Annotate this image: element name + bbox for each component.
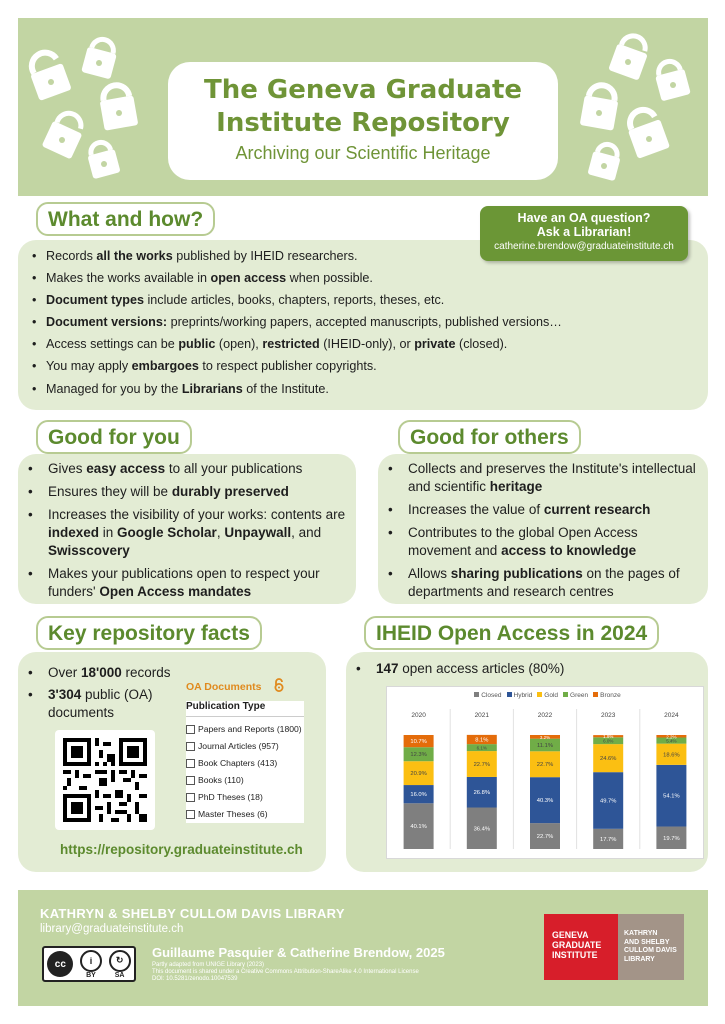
legend-label: Hybrid: [513, 692, 533, 699]
share-alike-icon: ↻: [109, 950, 131, 972]
ask-email-link[interactable]: catherine.brendow@graduateinstitute.ch: [494, 241, 674, 252]
legend-label: Bronze: [600, 692, 621, 699]
data-label: 17.7%: [599, 836, 617, 843]
data-label: 2.2%: [666, 734, 677, 740]
what-panel: [18, 240, 708, 410]
data-label: 20.9%: [410, 771, 427, 778]
fineprint-1: Partly adapted from UNIGE Library (2023): [152, 962, 265, 968]
oa2024-title: IHEID Open Access in 2024: [364, 616, 659, 650]
data-label: 36.4%: [473, 826, 491, 833]
logo-line: LIBRARY: [624, 955, 655, 963]
data-label: 6.0%: [603, 738, 614, 744]
data-label: 22.7%: [536, 834, 554, 841]
data-label: 49.7%: [599, 798, 617, 805]
person-icon: i: [80, 950, 102, 972]
legend-label: Gold: [544, 692, 559, 699]
padlocks-icon: [572, 28, 702, 188]
ask-line-1: Have an OA question?: [517, 211, 651, 225]
x-tick-label: 2024: [664, 712, 679, 719]
geneva-graduate-institute-logo: [544, 914, 618, 980]
data-label: 12.3%: [410, 752, 427, 759]
library-name: KATHRYN & SHELBY CULLOM DAVIS LIBRARY: [40, 906, 345, 921]
list-item: • Access settings can be public (open), restricted (IHEID-only), or private (closed).: [30, 336, 700, 354]
oa-chart: [386, 686, 704, 859]
list-item: • Contributes to the global Open Access movement and access to knowledge: [382, 524, 704, 560]
oa-documents-label: OA Documents: [186, 681, 262, 693]
logo-line: AND SHELBY: [624, 938, 670, 946]
what-title: What and how?: [36, 202, 215, 236]
list-item: • Ensures they will be durably preserved: [22, 483, 352, 501]
cc-sa-block: [109, 950, 131, 979]
footer: [18, 890, 708, 1006]
list-item: • Makes the works available in open access when possible.: [30, 270, 700, 288]
list-item: • Document types include articles, books, chapters, reports, theses, etc.: [30, 292, 700, 310]
data-label: 22.7%: [473, 762, 491, 769]
oa-facet-card: [186, 678, 304, 838]
checkbox[interactable]: [186, 725, 195, 734]
good-you-list: [22, 460, 352, 601]
list-item: • Document versions: preprints/working papers, accepted manuscripts, published versions…: [30, 314, 700, 332]
logo-line: CULLOM DAVIS: [624, 947, 677, 954]
good-you-panel: [18, 454, 356, 604]
title-line-1: The Geneva Graduate: [203, 75, 523, 105]
cc-icon: cc: [47, 951, 73, 977]
list-item: • Over 18'000 records: [22, 664, 182, 682]
data-label: 40.3%: [536, 798, 554, 805]
list-item: • Records all the works published by IHEID researchers.: [30, 248, 700, 266]
facet-journal-articles[interactable]: Journal Articles (957): [186, 738, 304, 755]
oa-documents-heading[interactable]: [186, 678, 304, 693]
legend-label: Closed: [481, 692, 502, 699]
list-item: • Allows sharing publications on the pages of departments and research centres: [382, 565, 704, 601]
oa2024-list: [350, 660, 690, 678]
data-label: 10.7%: [410, 739, 427, 746]
good-others-title: Good for others: [398, 420, 581, 454]
title-line-2: Institute Repository: [216, 108, 510, 138]
davis-library-logo: [618, 914, 684, 980]
doi-text: DOI: 10.5281/zenodo.10047539: [152, 976, 238, 982]
ask-librarian-box[interactable]: [480, 206, 688, 261]
data-label: 24.6%: [599, 756, 617, 763]
x-tick-label: 2022: [537, 712, 553, 719]
facet-phd-theses[interactable]: PhD Theses (18): [186, 789, 304, 806]
authors: Guillaume Pasquier & Catherine Brendow, 2025: [152, 945, 445, 960]
title-box: [168, 62, 558, 180]
good-others-panel: [378, 454, 708, 604]
list-item: • Increases the value of current research: [382, 501, 704, 519]
facet-books[interactable]: Books (110): [186, 772, 304, 789]
logo-line: GRADUATE: [552, 940, 602, 950]
data-label: 22.7%: [536, 762, 554, 769]
cc-by-label: BY: [86, 971, 96, 979]
data-label: 8.1%: [475, 737, 489, 744]
chart-svg: [387, 687, 703, 858]
qr-code[interactable]: [55, 730, 155, 830]
logo-line: KATHRYN: [624, 930, 658, 937]
data-label: 6.1%: [476, 745, 487, 751]
logo-line: GENEVA: [552, 930, 589, 940]
what-list: [30, 248, 700, 398]
cc-license-badge[interactable]: [42, 946, 136, 982]
list-item: • Managed for you by the Librarians of the Institute.: [30, 381, 700, 399]
list-item: • Makes your publications open to respect your funders' Open Access mandates: [22, 565, 352, 601]
x-tick-label: 2023: [600, 712, 616, 719]
list-item: • Increases the visibility of your works: contents are indexed in Google Scholar, Unpaywall, and Swisscovery: [22, 506, 352, 560]
data-label: 40.1%: [410, 824, 427, 831]
library-email-link[interactable]: library@graduateinstitute.ch: [40, 923, 184, 935]
data-label: 26.8%: [473, 790, 491, 797]
data-label: 5.4%: [666, 738, 677, 744]
logo-line: INSTITUTE: [552, 950, 598, 960]
data-label: 1.9%: [603, 734, 614, 740]
poster: [18, 18, 708, 1006]
checkbox[interactable]: [186, 742, 195, 751]
list-item: • 3'304 public (OA) documents: [22, 686, 182, 722]
good-others-list: [382, 460, 704, 601]
data-label: 16.0%: [410, 792, 427, 799]
data-label: 19.7%: [663, 835, 680, 842]
repository-url-link[interactable]: https://repository.graduateinstitute.ch: [60, 842, 303, 857]
ask-line-2: Ask a Librarian!: [536, 225, 632, 239]
facts-list: [22, 664, 182, 722]
header-banner: [18, 18, 708, 196]
cc-sa-label: SA: [114, 971, 125, 979]
subtitle: Archiving our Scientific Heritage: [235, 143, 491, 163]
facet-book-chapters[interactable]: Book Chapters (413): [186, 755, 304, 772]
checkbox[interactable]: [186, 776, 195, 785]
legend-label: Green: [570, 692, 589, 699]
publication-type-heading: Publication Type: [186, 701, 304, 717]
fineprint-2: This document is shared under a Creative Commons Attribution-ShareAlike 4.0 International License: [152, 969, 419, 975]
list-item: • You may apply embargoes to respect publisher copyrights.: [30, 358, 700, 376]
facet-master-theses[interactable]: Master Theses (6): [186, 806, 304, 823]
checkbox[interactable]: [186, 793, 195, 802]
facet-list: [186, 717, 304, 823]
facts-title: Key repository facts: [36, 616, 262, 650]
x-tick-label: 2021: [474, 712, 490, 719]
checkbox[interactable]: [186, 810, 195, 819]
list-item: • Collects and preserves the Institute's intellectual and scientific heritage: [382, 460, 704, 496]
checkbox[interactable]: [186, 759, 195, 768]
padlocks-icon: [24, 28, 154, 188]
list-item: • 147 open access articles (80%): [350, 660, 690, 678]
list-item: • Gives easy access to all your publications: [22, 460, 352, 478]
facet-papers[interactable]: Papers and Reports (1800): [186, 721, 304, 738]
x-tick-label: 2020: [411, 712, 426, 719]
good-you-title: Good for you: [36, 420, 192, 454]
footer-fineprint: [152, 962, 419, 983]
data-label: 18.6%: [663, 752, 680, 759]
open-lock-icon: [274, 678, 284, 692]
data-label: 3.2%: [539, 734, 551, 740]
qr-code-icon: [63, 738, 147, 822]
data-label: 11.1%: [536, 742, 554, 749]
data-label: 54.1%: [663, 793, 680, 800]
cc-by-block: [80, 950, 102, 979]
